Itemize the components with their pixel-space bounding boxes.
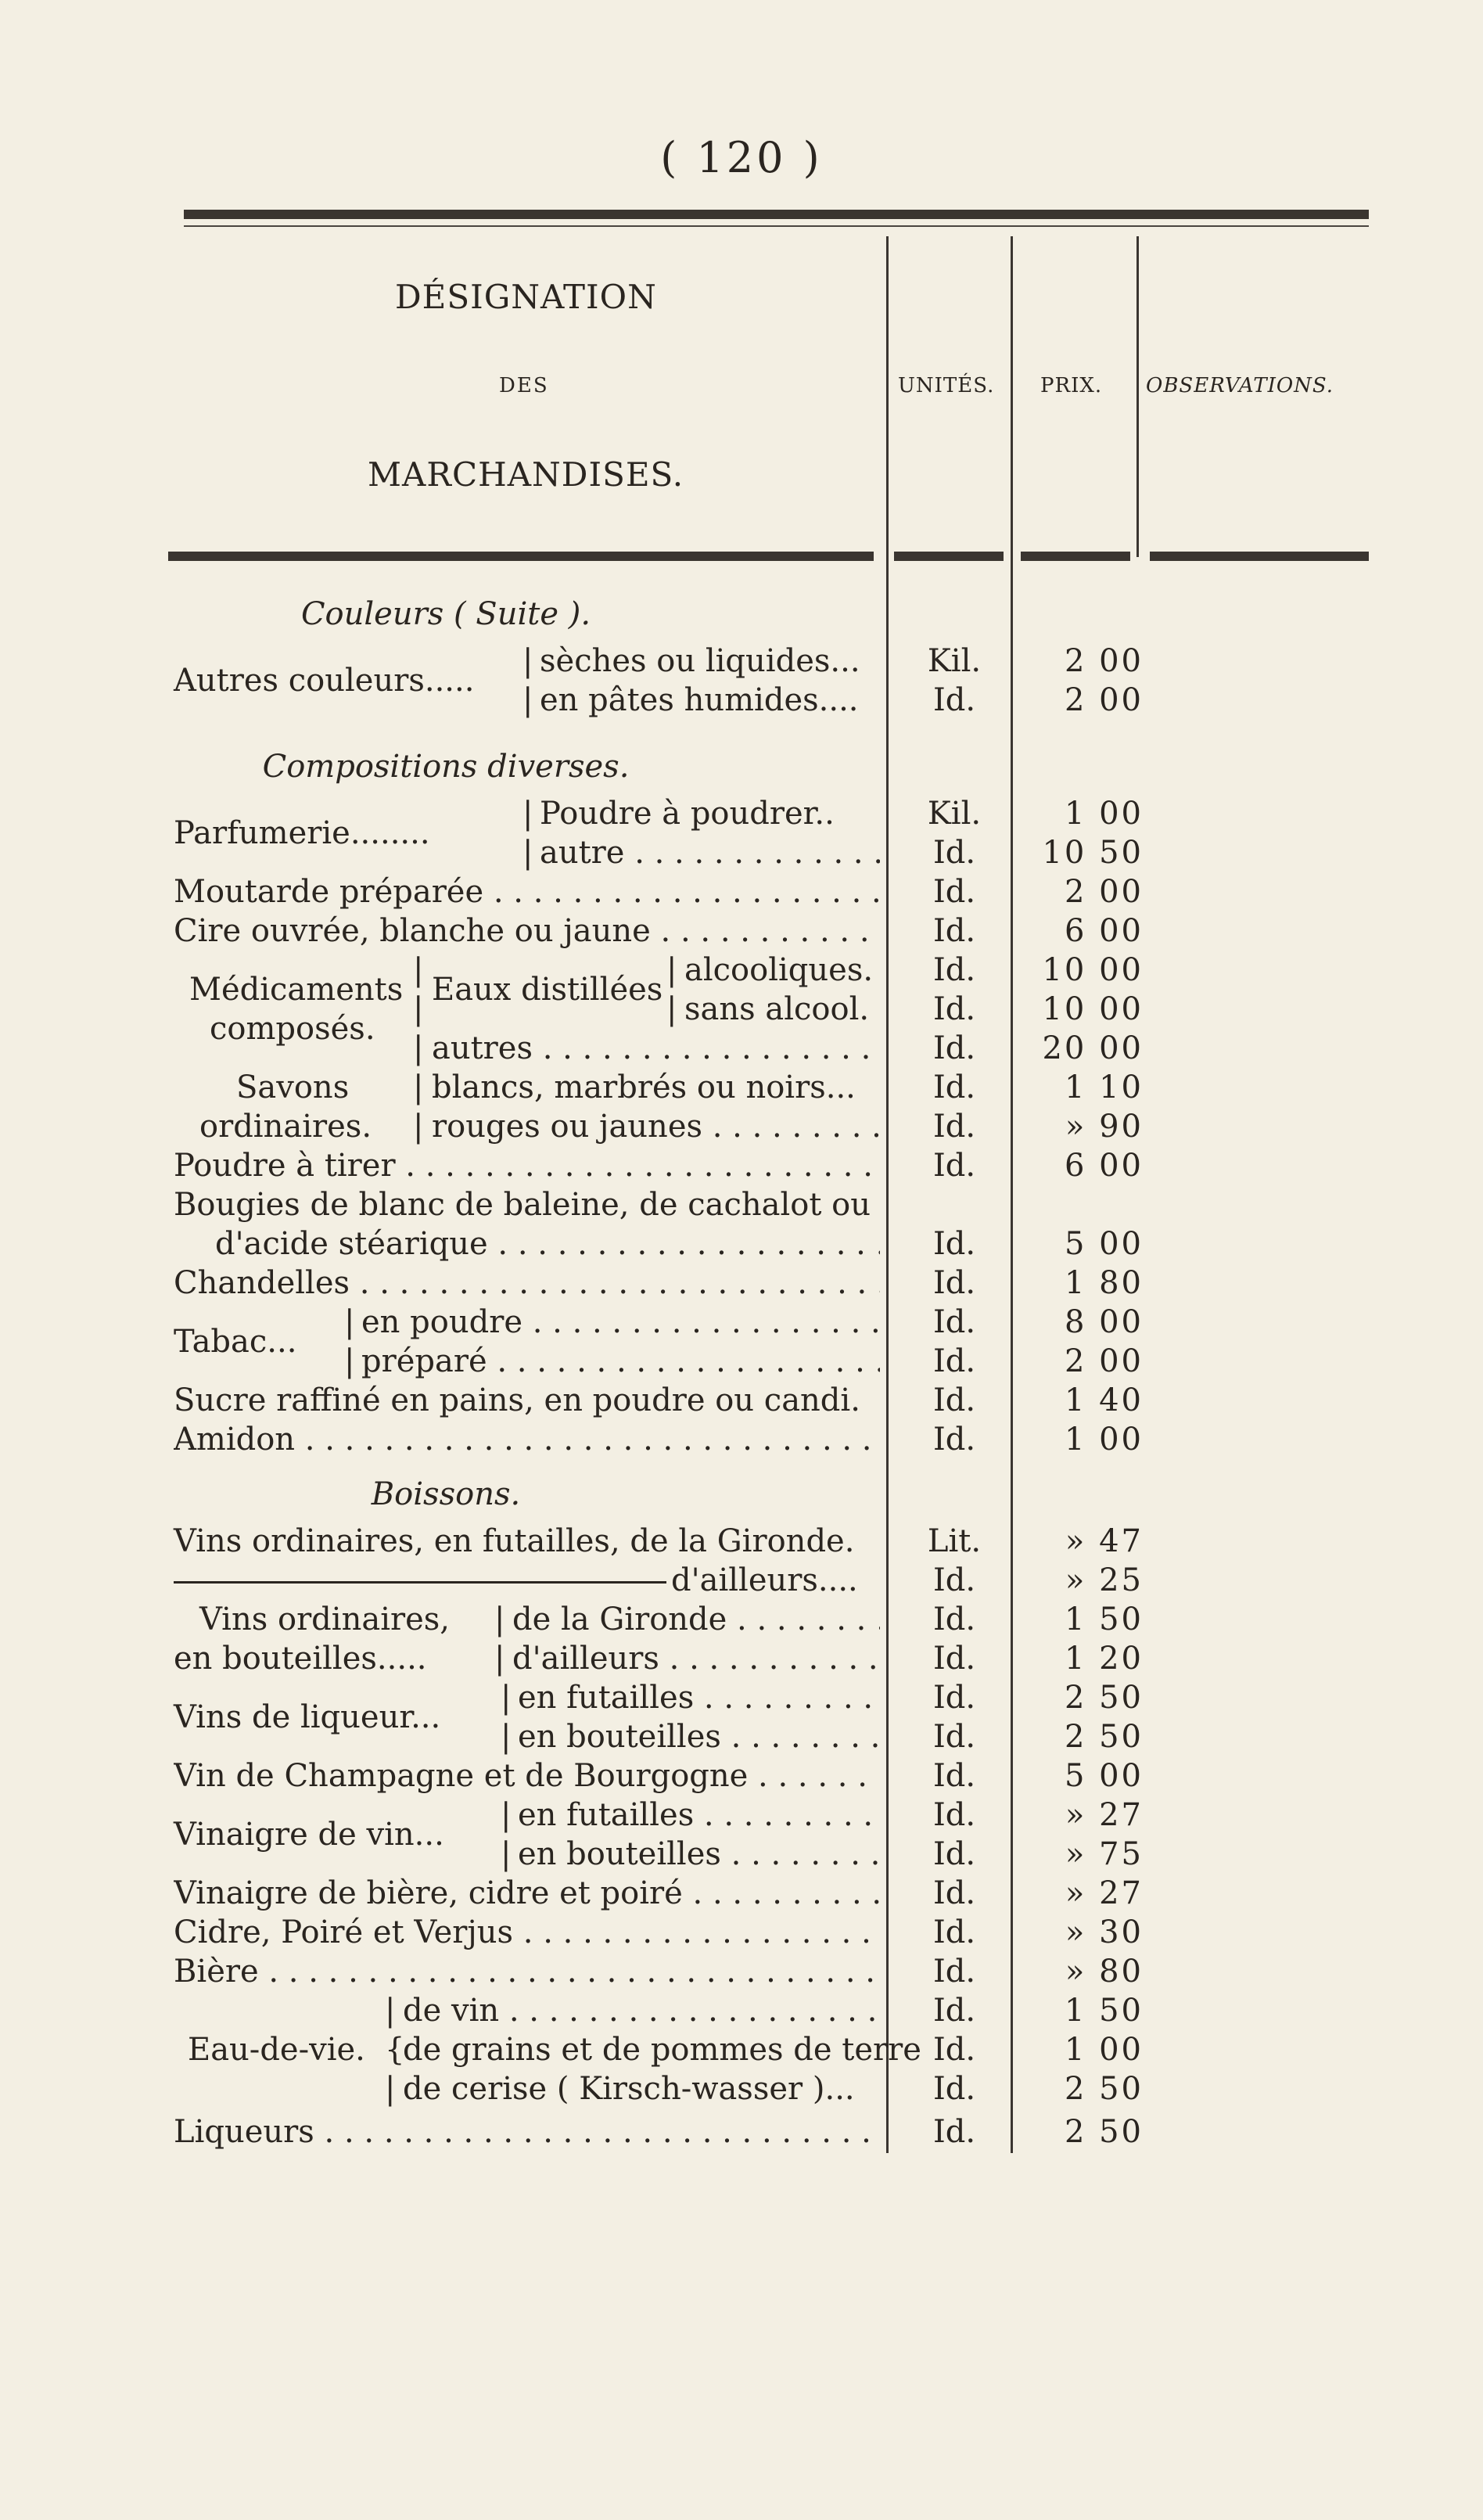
row-unit: Id.: [932, 1265, 976, 1301]
table-row: [0, 1146, 1483, 1185]
header-unites: UNITÉS.: [898, 374, 995, 397]
group-label: Autres couleurs.....: [174, 663, 475, 699]
row-label: Liqueurs . . .: [174, 2112, 880, 2152]
row-unit: Id.: [932, 1109, 976, 1145]
group-label: Vins de liqueur...: [174, 1699, 441, 1735]
row-price: 1 10: [1064, 1069, 1144, 1105]
row-label: Vins ordinaires, en futailles, de la Gironde.: [174, 1523, 855, 1559]
row-price: » 25: [1065, 1562, 1144, 1598]
table-row: | en bouteilles . . . Id. » 75: [0, 1835, 1483, 1874]
table-row: [0, 1264, 1483, 1303]
table-row: [0, 1381, 1483, 1420]
row-price: 2 00: [1064, 1343, 1144, 1379]
row-price: » 30: [1065, 1914, 1144, 1950]
row-unit: Id.: [932, 1602, 976, 1637]
row-unit: Id.: [932, 1304, 976, 1340]
row-label: Bière . . .: [174, 1952, 880, 1991]
section-compositions: Compositions diverses.: [262, 749, 630, 785]
page-number: ( 120 ): [660, 133, 823, 182]
row-price: 5 00: [1064, 1758, 1144, 1794]
group-label-2: composés.: [210, 1011, 375, 1047]
row-unit: Id.: [932, 835, 976, 871]
row-price: 2 00: [1064, 682, 1144, 718]
row-price: » 90: [1065, 1109, 1144, 1145]
table-row: Parfumerie........ | Poudre à poudrer.. Kil. 1 00: [174, 796, 1144, 851]
row-label: sèches ou liquides...: [540, 643, 860, 679]
row-price: 1 20: [1064, 1641, 1144, 1677]
row-unit: Id.: [932, 1836, 976, 1872]
row-label: de grains et de pommes de terre: [403, 2032, 921, 2068]
group-label: Parfumerie........: [174, 815, 430, 851]
row-label: d'acide stéarique . . .: [215, 1224, 880, 1264]
row-price: 2 50: [1064, 2071, 1144, 2107]
row-label: en bouteilles . . .: [518, 1717, 880, 1756]
row-price: » 75: [1065, 1836, 1144, 1872]
row-price: 8 00: [1064, 1304, 1144, 1340]
row-label: rouges ou jaunes . . .: [432, 1107, 880, 1146]
group-label: Eau-de-vie.: [188, 2032, 365, 2068]
header-des: DES: [499, 374, 549, 397]
row-label: Moutarde préparée . . .: [174, 872, 880, 911]
row-unit: Id.: [932, 1954, 976, 1990]
row-price: 1 00: [1064, 796, 1144, 832]
row-unit: Id.: [932, 1562, 976, 1598]
table-row: Vins ordinaires, | de la Gironde . . . Id. 1 50: [0, 1600, 1483, 1639]
row-unit: Id.: [932, 1030, 976, 1066]
row-label: Poudre à poudrer..: [540, 796, 835, 832]
column-divider-observations: [1136, 236, 1139, 557]
group-label-2: ordinaires.: [199, 1109, 372, 1145]
table-row: [0, 911, 1483, 951]
row-price: 2 50: [1064, 1719, 1144, 1755]
group-label: Médicaments: [189, 972, 404, 1008]
row-unit: Kil.: [927, 796, 982, 832]
row-price: » 80: [1065, 1954, 1144, 1990]
row-price: 1 00: [1064, 2032, 1144, 2068]
table-row: Médicaments | Eaux distillées | alcooliques. Id. 10 00: [189, 952, 1144, 1008]
table-row: | de vin . . . Id. 1 50: [0, 1991, 1483, 2030]
table-row: ordinaires. | rouges ou jaunes . . . Id. » 90: [0, 1107, 1483, 1146]
section-boissons: Boissons.: [371, 1476, 521, 1512]
row-label: Cire ouvrée, blanche ou jaune . . .: [174, 911, 880, 951]
row-unit: Id.: [932, 1343, 976, 1379]
section-couleurs: Couleurs ( Suite ).: [300, 596, 591, 632]
table-row: [0, 1224, 1483, 1264]
row-label: autres . . .: [432, 1029, 880, 1068]
row-price: 2 50: [1064, 1680, 1144, 1716]
header-rule-3: [1021, 552, 1130, 561]
table-row: Savons | blancs, marbrés ou noirs... Id. 1 10: [236, 1069, 1144, 1105]
header-marchandises: MARCHANDISES.: [368, 455, 684, 494]
row-price: 10 00: [1042, 952, 1144, 988]
row-price: 6 00: [1064, 1148, 1144, 1184]
row-label: de la Gironde . . .: [512, 1600, 880, 1639]
header-observations: OBSERVATIONS.: [1146, 374, 1334, 397]
row-label: Bougies de blanc de baleine, de cachalot ou: [174, 1187, 871, 1223]
row-price: 5 00: [1064, 1226, 1144, 1262]
row-label: Chandelles . . .: [174, 1264, 880, 1303]
row-unit: Id.: [932, 1069, 976, 1105]
row-unit: Id.: [932, 1680, 976, 1716]
table-row: en bouteilles..... | d'ailleurs . . . Id. 1 20: [0, 1639, 1483, 1678]
top-rule: [184, 210, 1369, 219]
row-unit: Id.: [932, 1875, 976, 1911]
row-price: 10 50: [1042, 835, 1144, 871]
row-label: Vin de Champagne et de Bourgogne . . .: [174, 1756, 880, 1796]
ditto-dash: [174, 1581, 666, 1584]
row-unit: Id.: [932, 1993, 976, 2029]
row-unit: Id.: [932, 874, 976, 910]
header-designation: DÉSIGNATION: [395, 278, 657, 316]
row-unit: Id.: [932, 1422, 976, 1458]
subgroup-label: Eaux distillées: [432, 972, 663, 1008]
row-unit: Id.: [932, 682, 976, 718]
row-label: alcooliques.: [684, 952, 874, 988]
row-price: 20 00: [1042, 1030, 1144, 1066]
row-label: en bouteilles . . .: [518, 1835, 880, 1874]
group-label: Savons: [236, 1069, 350, 1105]
row-label: Sucre raffiné en pains, en poudre ou candi.: [174, 1382, 860, 1418]
table-row: | préparé . . . Id. 2 00: [0, 1342, 1483, 1381]
row-label: de vin . . .: [403, 1991, 880, 2030]
table-row: [0, 1185, 1483, 1224]
row-unit: Id.: [932, 1148, 976, 1184]
header-rule-2: [894, 552, 1004, 561]
row-label: autre . . .: [540, 833, 880, 872]
group-label-2: en bouteilles.....: [174, 1641, 427, 1677]
row-unit: Id.: [932, 991, 976, 1027]
row-price: 1 50: [1064, 1993, 1144, 2029]
header-rule-1: [168, 552, 874, 561]
row-price: 2 00: [1064, 643, 1144, 679]
table-row: Autres couleurs..... | sèches ou liquides... Kil. 2 00: [174, 643, 1144, 699]
row-label: en futailles . . .: [518, 1796, 880, 1835]
group-label: Vinaigre de vin...: [174, 1817, 444, 1853]
row-price: 2 50: [1064, 2114, 1144, 2150]
row-label: de cerise ( Kirsch-wasser )...: [403, 2071, 855, 2107]
row-unit: Id.: [932, 952, 976, 988]
row-label: sans alcool.: [684, 991, 870, 1027]
row-label: en pâtes humides....: [540, 682, 859, 718]
row-label: Poudre à tirer . . .: [174, 1146, 880, 1185]
row-label: d'ailleurs . . .: [512, 1639, 880, 1678]
table-row: [0, 1874, 1483, 1913]
row-label: préparé . . .: [361, 1342, 880, 1381]
row-unit: Id.: [932, 1719, 976, 1755]
row-price: 6 00: [1064, 913, 1144, 949]
table-row: [0, 1952, 1483, 1991]
table-row: | autres . . . Id. 20 00: [0, 1029, 1483, 1068]
table-row: | de cerise ( Kirsch-wasser )... Id. 2 50: [385, 2071, 1144, 2107]
table-row: Vinaigre de vin... | en futailles . . . Id. » 27: [0, 1796, 1483, 1835]
row-label: Amidon . . .: [174, 1420, 880, 1459]
table-row: Tabac... | en poudre . . . Id. 8 00: [0, 1303, 1483, 1342]
table-row: composés. | | sans alcool. Id. 10 00: [210, 991, 1144, 1047]
table-row: | autre . . . Id. 10 50: [0, 833, 1483, 872]
table-row: | en bouteilles . . . Id. 2 50: [0, 1717, 1483, 1756]
header-rule-4: [1150, 552, 1369, 561]
row-unit: Id.: [932, 2032, 976, 2068]
row-unit: Id.: [932, 2114, 976, 2150]
group-label: Tabac...: [174, 1324, 297, 1360]
row-price: 1 40: [1064, 1382, 1144, 1418]
row-unit: Id.: [932, 1382, 976, 1418]
row-unit: Id.: [932, 1641, 976, 1677]
row-label: d'ailleurs....: [671, 1562, 858, 1598]
row-unit: Id.: [932, 1797, 976, 1833]
row-unit: Id.: [932, 1226, 976, 1262]
row-unit: Id.: [932, 2071, 976, 2107]
row-price: 1 50: [1064, 1602, 1144, 1637]
row-price: 1 00: [1064, 1422, 1144, 1458]
row-price: » 27: [1065, 1797, 1144, 1833]
table-row: Vins de liqueur... | en futailles . . . Id. 2 50: [0, 1678, 1483, 1717]
top-rule-thin: [184, 225, 1369, 227]
table-row: [0, 1756, 1483, 1796]
row-unit: Kil.: [927, 643, 982, 679]
group-label: Vins ordinaires,: [199, 1602, 451, 1637]
table-row: [0, 1522, 1483, 1561]
row-label: en futailles . . .: [518, 1678, 880, 1717]
row-label: blancs, marbrés ou noirs...: [432, 1069, 856, 1105]
table-row: [0, 1913, 1483, 1952]
row-unit: Id.: [932, 913, 976, 949]
table-row: | en pâtes humides.... Id. 2 00: [522, 682, 1144, 718]
table-row: [0, 872, 1483, 911]
row-unit: Id.: [932, 1914, 976, 1950]
row-price: » 47: [1065, 1523, 1144, 1559]
table-row: [0, 1561, 1483, 1600]
table-row: [0, 1420, 1483, 1459]
row-price: 10 00: [1042, 991, 1144, 1027]
row-price: 2 00: [1064, 874, 1144, 910]
table-row: Eau-de-vie. { de grains et de pommes de terre Id. 1 00: [188, 2032, 1144, 2068]
row-label: Vinaigre de bière, cidre et poiré . . .: [174, 1874, 880, 1913]
row-price: 1 80: [1064, 1265, 1144, 1301]
header-prix: PRIX.: [1040, 374, 1103, 397]
row-unit: Id.: [932, 1758, 976, 1794]
row-label: en poudre . . .: [361, 1303, 880, 1342]
row-unit: Lit.: [927, 1523, 982, 1559]
table-row: [0, 2112, 1483, 2152]
row-price: » 27: [1065, 1875, 1144, 1911]
row-label: Cidre, Poiré et Verjus . . .: [174, 1913, 880, 1952]
